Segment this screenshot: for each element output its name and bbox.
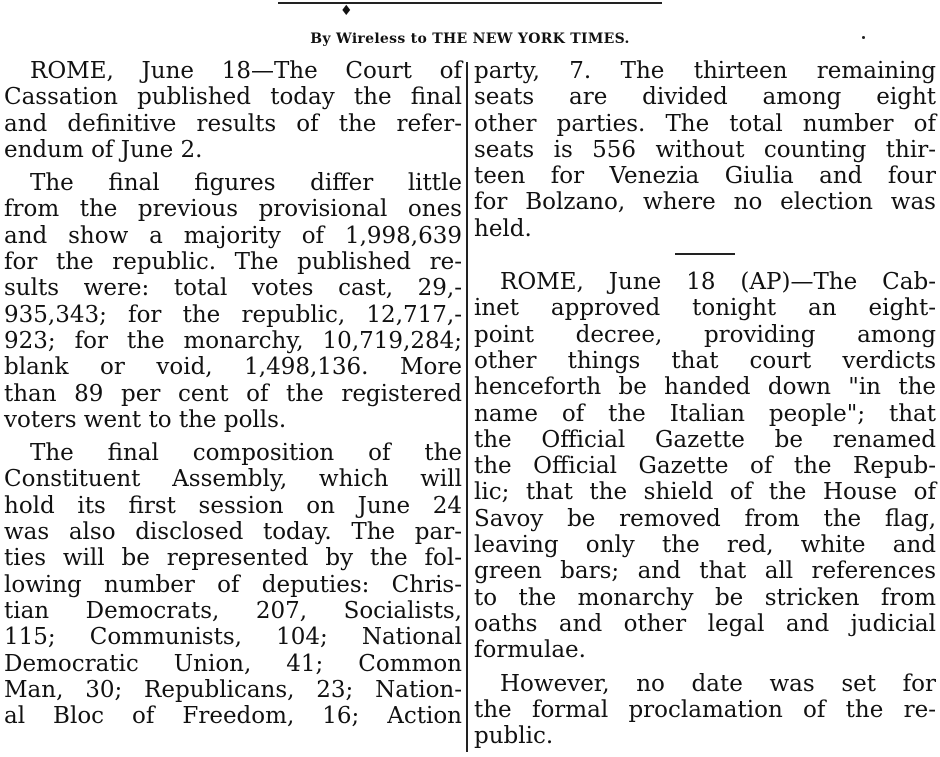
text-line: teen for Venezia Giulia and four bbox=[474, 163, 936, 190]
text-line: public. bbox=[474, 723, 554, 750]
text-line: ROME, June 18—The Court of bbox=[30, 58, 462, 84]
text-line: oaths and other legal and judicial bbox=[474, 610, 936, 637]
text-line: lowing number of deputies: Chris- bbox=[4, 571, 462, 598]
text-line: The final figures differ little bbox=[30, 170, 462, 197]
text-line: other things that court verdicts bbox=[474, 347, 936, 374]
paragraph-gap bbox=[474, 664, 936, 671]
top-mark: ♦ bbox=[340, 3, 353, 19]
text-line: the formal proclamation of the re- bbox=[474, 696, 936, 723]
text-line: party, 7. The thirteen remaining bbox=[474, 58, 936, 84]
text-line: However, no date was set for bbox=[500, 670, 936, 697]
text-line: 115; Communists, 104; National bbox=[4, 624, 462, 651]
text-line: and definitive results of the refer- bbox=[4, 110, 462, 137]
text-line: Savoy be removed from the flag, bbox=[474, 505, 936, 532]
text-line: the Official Gazette of the Repub- bbox=[474, 453, 936, 480]
text-line: hold its first session on June 24 bbox=[4, 492, 462, 519]
text-line: The final composition of the bbox=[30, 440, 462, 467]
paragraph-gap bbox=[4, 433, 462, 440]
text-line: henceforth be handed down "in the bbox=[474, 374, 936, 401]
left-column bbox=[4, 58, 462, 729]
text-line: held. bbox=[474, 215, 532, 242]
text-line: lic; that the shield of the House of bbox=[474, 479, 936, 506]
text-line: for Bolzano, where no election was bbox=[474, 189, 936, 216]
text-line: voters went to the polls. bbox=[4, 406, 287, 433]
speck-mark bbox=[862, 36, 865, 39]
text-line: ROME, June 18 (AP)—The Cab- bbox=[500, 269, 936, 296]
text-line: seats is 556 without counting thir- bbox=[474, 136, 936, 163]
text-line: other parties. The total number of bbox=[474, 110, 936, 137]
text-line: inet approved tonight an eight- bbox=[474, 295, 936, 322]
dateline: By Wireless to THE NEW YORK TIMES. bbox=[310, 31, 630, 47]
text-line: Cassation published today the final bbox=[4, 84, 462, 111]
text-line: green bars; and that all references bbox=[474, 558, 936, 585]
text-line: from the previous provisional ones bbox=[4, 196, 462, 223]
right-column bbox=[474, 58, 936, 749]
text-line: formulae. bbox=[474, 637, 586, 664]
text-line: tian Democrats, 207, Socialists, bbox=[4, 597, 462, 624]
text-line: endum of June 2. bbox=[4, 136, 203, 163]
text-line: 923; for the monarchy, 10,719,284; bbox=[4, 327, 462, 354]
text-line: ties will be represented by the fol- bbox=[4, 545, 462, 572]
text-line: was also disclosed today. The par- bbox=[4, 519, 462, 546]
text-line: 935,343; for the republic, 12,717,- bbox=[4, 301, 462, 328]
text-line: Man, 30; Republicans, 23; Nation- bbox=[4, 676, 462, 703]
text-line: the Official Gazette be renamed bbox=[474, 426, 936, 453]
paragraph-gap bbox=[4, 163, 462, 170]
text-line: to the monarchy be stricken from bbox=[474, 584, 936, 611]
text-line: Democratic Union, 41; Common bbox=[4, 650, 462, 677]
text-line: and show a majority of 1,998,639 bbox=[4, 222, 462, 249]
text-line: blank or void, 1,498,136. More bbox=[4, 354, 462, 381]
text-line: point decree, providing among bbox=[474, 321, 936, 348]
text-line: al Bloc of Freedom, 16; Action bbox=[4, 703, 462, 730]
text-line: sults were: total votes cast, 29,- bbox=[4, 275, 462, 302]
top-rule bbox=[278, 2, 662, 4]
text-line: leaving only the red, white and bbox=[474, 532, 936, 559]
text-line: Constituent Assembly, which will bbox=[4, 466, 462, 493]
text-line: than 89 per cent of the registered bbox=[4, 380, 462, 407]
text-line: for the republic. The published re- bbox=[4, 249, 462, 276]
text-line: name of the Italian people"; that bbox=[474, 400, 936, 427]
section-rule bbox=[675, 253, 735, 255]
column-divider bbox=[466, 62, 468, 752]
text-line: seats are divided among eight bbox=[474, 84, 936, 111]
